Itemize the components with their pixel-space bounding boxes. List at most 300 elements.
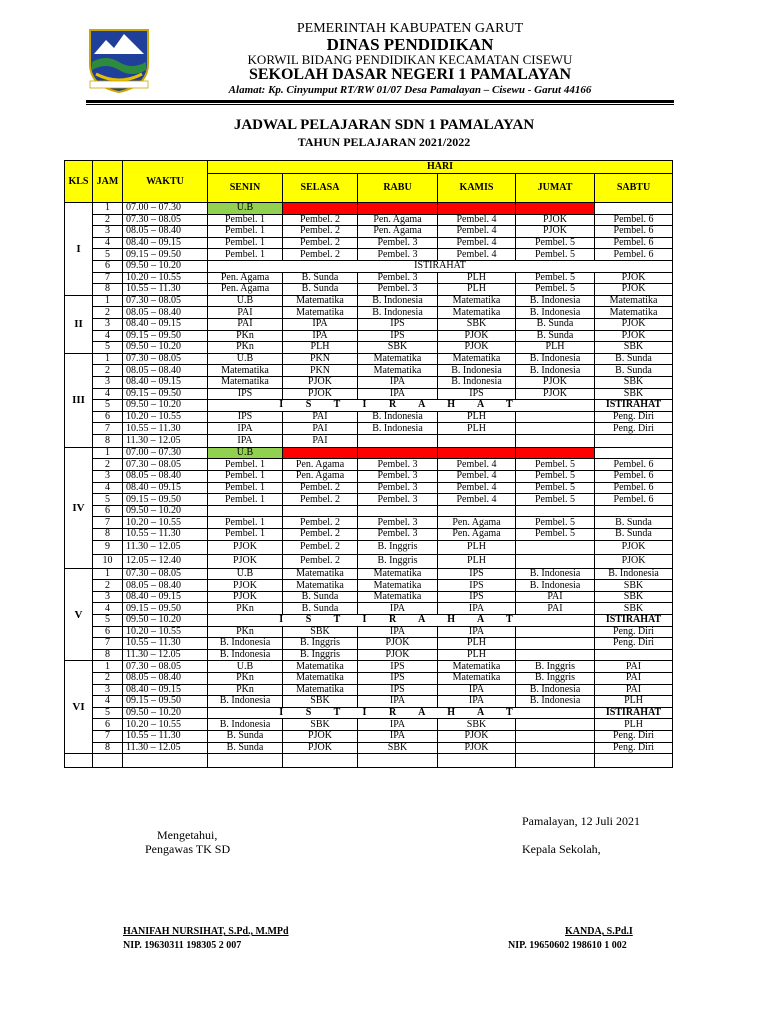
subject-cell — [438, 447, 516, 459]
waktu-cell: 08.40 – 09.15 — [123, 376, 208, 388]
subject-cell — [516, 540, 595, 554]
subject-cell: B. Indonesia — [358, 295, 438, 307]
waktu-cell: 09.50 – 10.20 — [123, 260, 208, 272]
subject-cell: Pen. Agama — [208, 284, 283, 296]
jam-cell: 2 — [93, 672, 123, 684]
jam-cell: 7 — [93, 272, 123, 284]
waktu-cell: 10.55 – 11.30 — [123, 423, 208, 435]
subject-cell: SBK — [283, 626, 358, 638]
jam-cell: 3 — [93, 471, 123, 483]
subject-cell: Pembel. 2 — [283, 237, 358, 249]
subject-cell: PLH — [438, 411, 516, 423]
istirahat-cell: I S T I R A H A T — [208, 707, 595, 719]
subject-cell: Matematika — [283, 672, 358, 684]
class-label: III — [65, 353, 93, 447]
subject-cell: PAI — [516, 591, 595, 603]
letterhead-rule-thin — [86, 104, 674, 105]
subject-cell: Pembel. 3 — [358, 517, 438, 529]
subject-cell: PAI — [595, 672, 673, 684]
jam-cell: 2 — [93, 365, 123, 377]
subject-cell: Pembel. 3 — [358, 529, 438, 541]
subject-cell: Pembel. 6 — [595, 226, 673, 238]
subject-cell: PLH — [438, 272, 516, 284]
waktu-cell: 09.15 – 09.50 — [123, 494, 208, 506]
header-jam: JAM — [93, 161, 123, 203]
subject-cell: IPA — [438, 626, 516, 638]
subject-cell — [208, 505, 283, 517]
subject-cell: Peng. Diri — [595, 742, 673, 754]
subject-cell: Matematika — [595, 295, 673, 307]
jam-cell: 3 — [93, 591, 123, 603]
empty-cell — [516, 754, 595, 768]
subject-cell: U.B — [208, 353, 283, 365]
subject-cell: SBK — [438, 318, 516, 330]
jam-cell: 5 — [93, 400, 123, 412]
waktu-cell: 10.20 – 10.55 — [123, 626, 208, 638]
waktu-cell: 07.30 – 08.05 — [123, 353, 208, 365]
subject-cell: IPS — [208, 388, 283, 400]
subject-cell: IPA — [438, 603, 516, 615]
subject-cell: Peng. Diri — [595, 638, 673, 650]
subject-cell: B. Indonesia — [438, 376, 516, 388]
subject-cell: B. Indonesia — [208, 649, 283, 661]
subject-cell: Matematika — [358, 365, 438, 377]
subject-cell: Pembel. 5 — [516, 272, 595, 284]
subject-cell — [516, 423, 595, 435]
subject-cell: Pembel. 2 — [283, 554, 358, 568]
subject-cell: Matematika — [438, 672, 516, 684]
subject-cell: IPS — [358, 672, 438, 684]
subject-cell: Matematika — [283, 295, 358, 307]
subject-cell: Pembel. 4 — [438, 249, 516, 261]
subject-cell: Pembel. 4 — [438, 459, 516, 471]
waktu-cell: 09.50 – 10.20 — [123, 342, 208, 354]
subject-cell: B. Indonesia — [358, 411, 438, 423]
subject-cell — [516, 638, 595, 650]
waktu-cell: 10.55 – 11.30 — [123, 638, 208, 650]
subject-cell: PLH — [438, 284, 516, 296]
subject-cell: Matematika — [358, 580, 438, 592]
subject-cell: B. Sunda — [595, 365, 673, 377]
subject-cell: PJOK — [438, 730, 516, 742]
istirahat-cell-saturday: ISTIRAHAT — [595, 615, 673, 627]
subject-cell — [595, 434, 673, 447]
subject-cell: B. Indonesia — [595, 568, 673, 580]
subject-cell: Pembel. 4 — [438, 237, 516, 249]
istirahat-cell-saturday: ISTIRAHAT — [595, 707, 673, 719]
jam-cell: 4 — [93, 696, 123, 708]
subject-cell: PJOK — [595, 330, 673, 342]
subject-cell: Pembel. 1 — [208, 249, 283, 261]
jam-cell: 2 — [93, 214, 123, 226]
subject-cell: Matematika — [438, 353, 516, 365]
subject-cell: Pembel. 5 — [516, 494, 595, 506]
jam-cell: 1 — [93, 661, 123, 673]
subject-cell: PJOK — [595, 272, 673, 284]
subject-cell: B. Sunda — [208, 730, 283, 742]
istirahat-cell-saturday: ISTIRAHAT — [595, 400, 673, 412]
subject-cell: Pembel. 3 — [358, 272, 438, 284]
gov-name: PEMERINTAH KABUPATEN GARUT — [296, 21, 524, 36]
subject-cell: B. Inggris — [358, 554, 438, 568]
jam-cell: 6 — [93, 411, 123, 423]
subject-cell: Pembel. 6 — [595, 471, 673, 483]
subject-cell — [283, 447, 358, 459]
subject-cell: PKn — [208, 684, 283, 696]
subject-cell: IPA — [208, 423, 283, 435]
subject-cell: Matematika — [283, 307, 358, 319]
subject-cell: B. Indonesia — [516, 365, 595, 377]
subject-cell: PJOK — [358, 649, 438, 661]
subject-cell: Matematika — [283, 580, 358, 592]
subject-cell — [438, 434, 516, 447]
subject-cell: IPS — [438, 591, 516, 603]
subject-cell: Matematika — [438, 295, 516, 307]
subject-cell: Matematika — [595, 307, 673, 319]
subject-cell: PKn — [208, 330, 283, 342]
subject-cell: Pembel. 1 — [208, 482, 283, 494]
jam-cell: 1 — [93, 568, 123, 580]
subject-cell: Pembel. 6 — [595, 237, 673, 249]
subject-cell: B. Sunda — [595, 353, 673, 365]
empty-cell — [123, 754, 208, 768]
empty-cell — [595, 754, 673, 768]
subject-cell: PLH — [595, 719, 673, 731]
subject-cell: Matematika — [358, 568, 438, 580]
jam-cell: 8 — [93, 529, 123, 541]
subject-cell: Pembel. 5 — [516, 529, 595, 541]
waktu-cell: 10.20 – 10.55 — [123, 517, 208, 529]
jam-cell: 4 — [93, 237, 123, 249]
waktu-cell: 08.05 – 08.40 — [123, 471, 208, 483]
subject-cell: B. Sunda — [516, 318, 595, 330]
subject-cell: IPA — [283, 318, 358, 330]
jam-cell: 4 — [93, 330, 123, 342]
page-title: JADWAL PELAJARAN SDN 1 PAMALAYAN — [233, 117, 535, 133]
waktu-cell: 09.50 – 10.20 — [123, 707, 208, 719]
subject-cell: Matematika — [438, 661, 516, 673]
supervisor-nip: NIP. 19630311 198305 2 007 — [123, 940, 242, 951]
principal-nip: NIP. 19650602 198610 1 002 — [508, 940, 627, 951]
subject-cell: B. Sunda — [595, 529, 673, 541]
subject-cell: Pembel. 3 — [358, 249, 438, 261]
subject-cell: Pembel. 3 — [358, 471, 438, 483]
subject-cell: PJOK — [208, 554, 283, 568]
subject-cell: SBK — [595, 342, 673, 354]
empty-cell — [65, 754, 93, 768]
jam-cell: 7 — [93, 638, 123, 650]
subject-cell: Pembel. 4 — [438, 226, 516, 238]
waktu-cell: 09.50 – 10.20 — [123, 400, 208, 412]
istirahat-cell: I S T I R A H A T — [208, 615, 595, 627]
subject-cell: Pembel. 5 — [516, 517, 595, 529]
subject-cell: IPA — [358, 603, 438, 615]
subject-cell: PJOK — [438, 742, 516, 754]
subject-cell — [516, 505, 595, 517]
waktu-cell: 09.15 – 09.50 — [123, 603, 208, 615]
waktu-cell: 09.50 – 10.20 — [123, 615, 208, 627]
subject-cell: Matematika — [283, 684, 358, 696]
subject-cell — [516, 649, 595, 661]
subject-cell: PAI — [516, 603, 595, 615]
subject-cell: PKN — [283, 353, 358, 365]
subject-cell: Pen. Agama — [283, 459, 358, 471]
subject-cell: SBK — [595, 376, 673, 388]
subject-cell: PJOK — [516, 376, 595, 388]
subject-cell: Pembel. 5 — [516, 471, 595, 483]
subject-cell: PAI — [283, 423, 358, 435]
waktu-cell: 07.30 – 08.05 — [123, 214, 208, 226]
waktu-cell: 08.05 – 08.40 — [123, 672, 208, 684]
subject-cell: PLH — [438, 554, 516, 568]
subject-cell: Pembel. 2 — [283, 540, 358, 554]
subject-cell: U.B — [208, 295, 283, 307]
waktu-cell: 10.55 – 11.30 — [123, 730, 208, 742]
subject-cell: PAI — [283, 411, 358, 423]
subject-cell: PJOK — [283, 730, 358, 742]
subject-cell: B. Indonesia — [358, 307, 438, 319]
waktu-cell: 10.20 – 10.55 — [123, 719, 208, 731]
header-day: SELASA — [283, 174, 358, 203]
waktu-cell: 12.05 – 12.40 — [123, 554, 208, 568]
subject-cell: PLH — [438, 649, 516, 661]
subject-cell: Pembel. 6 — [595, 214, 673, 226]
waktu-cell: 08.05 – 08.40 — [123, 580, 208, 592]
header-waktu: WAKTU — [123, 161, 208, 203]
empty-cell — [438, 754, 516, 768]
jam-cell: 7 — [93, 730, 123, 742]
subject-cell: SBK — [595, 388, 673, 400]
subject-cell: PJOK — [208, 580, 283, 592]
header-day: RABU — [358, 174, 438, 203]
subject-cell: Pembel. 1 — [208, 529, 283, 541]
subject-cell — [516, 554, 595, 568]
subject-cell: Pembel. 3 — [358, 482, 438, 494]
subject-cell: PKn — [208, 626, 283, 638]
empty-cell — [358, 754, 438, 768]
jam-cell: 6 — [93, 260, 123, 272]
subject-cell: Pembel. 2 — [283, 482, 358, 494]
page-subtitle: TAHUN PELAJARAN 2021/2022 — [297, 135, 471, 149]
subject-cell: Pembel. 1 — [208, 226, 283, 238]
subject-cell: SBK — [283, 719, 358, 731]
class-label: IV — [65, 447, 93, 568]
header-kls: KLS — [65, 161, 93, 203]
subject-cell: Matematika — [283, 568, 358, 580]
istirahat-cell: I S T I R A H A T — [208, 400, 595, 412]
subject-cell: PJOK — [516, 214, 595, 226]
waktu-cell: 11.30 – 12.05 — [123, 649, 208, 661]
subject-cell: PJOK — [283, 388, 358, 400]
subject-cell: IPS — [358, 330, 438, 342]
subject-cell — [516, 434, 595, 447]
subject-cell: Pembel. 4 — [438, 214, 516, 226]
subject-cell: IPA — [438, 696, 516, 708]
istirahat-cell: ISTIRAHAT — [208, 260, 673, 272]
subject-cell: PJOK — [438, 330, 516, 342]
waktu-cell: 11.30 – 12.05 — [123, 434, 208, 447]
subject-cell: U.B — [208, 203, 283, 215]
subject-cell: B. Indonesia — [516, 353, 595, 365]
jam-cell: 4 — [93, 603, 123, 615]
subject-cell: Pembel. 1 — [208, 459, 283, 471]
principal-name: KANDA, S.Pd.I — [565, 926, 633, 937]
subject-cell: U.B — [208, 568, 283, 580]
jam-cell: 6 — [93, 505, 123, 517]
class-label: V — [65, 568, 93, 661]
waktu-cell: 11.30 – 12.05 — [123, 742, 208, 754]
jam-cell: 6 — [93, 719, 123, 731]
subject-cell: Pembel. 2 — [283, 226, 358, 238]
school-name: SEKOLAH DASAR NEGERI 1 PAMALAYAN — [248, 66, 572, 83]
header-hari: HARI — [208, 161, 673, 174]
subject-cell: Pembel. 6 — [595, 494, 673, 506]
subject-cell: Pembel. 3 — [358, 237, 438, 249]
subject-cell: PKN — [283, 365, 358, 377]
subject-cell: Pembel. 6 — [595, 482, 673, 494]
jam-cell: 9 — [93, 540, 123, 554]
subject-cell: Pembel. 5 — [516, 284, 595, 296]
waktu-cell: 09.15 – 09.50 — [123, 330, 208, 342]
subject-cell: PLH — [438, 638, 516, 650]
subject-cell: Pembel. 3 — [358, 459, 438, 471]
subject-cell: Pembel. 2 — [283, 214, 358, 226]
waktu-cell: 08.40 – 09.15 — [123, 318, 208, 330]
waktu-cell: 07.00 – 07.30 — [123, 203, 208, 215]
waktu-cell: 10.20 – 10.55 — [123, 272, 208, 284]
jam-cell: 8 — [93, 434, 123, 447]
jam-cell: 5 — [93, 707, 123, 719]
subject-cell: Pen. Agama — [208, 272, 283, 284]
subject-cell: Pembel. 3 — [358, 284, 438, 296]
subject-cell: B. Indonesia — [358, 423, 438, 435]
agency-name: DINAS PENDIDIKAN — [326, 35, 494, 54]
subject-cell: Pembel. 4 — [438, 482, 516, 494]
subject-cell: Pembel. 5 — [516, 482, 595, 494]
subject-cell: B. Indonesia — [516, 295, 595, 307]
subject-cell: PLH — [595, 696, 673, 708]
waktu-cell: 07.30 – 08.05 — [123, 459, 208, 471]
subject-cell: Pembel. 2 — [283, 529, 358, 541]
subject-cell: B. Sunda — [283, 591, 358, 603]
jam-cell: 5 — [93, 342, 123, 354]
subject-cell: IPS — [358, 318, 438, 330]
waktu-cell: 07.00 – 07.30 — [123, 447, 208, 459]
subject-cell: IPS — [358, 684, 438, 696]
subject-cell: SBK — [595, 603, 673, 615]
letterhead-rule-thick — [86, 100, 674, 103]
subject-cell: Pembel. 2 — [283, 249, 358, 261]
subject-cell: PLH — [438, 423, 516, 435]
subject-cell: IPA — [208, 434, 283, 447]
place-date: Pamalayan, 12 Juli 2021 — [522, 814, 640, 828]
subject-cell — [438, 203, 516, 215]
jam-cell: 5 — [93, 494, 123, 506]
subject-cell: B. Indonesia — [438, 365, 516, 377]
subject-cell: B. Sunda — [283, 603, 358, 615]
subject-cell — [438, 505, 516, 517]
subject-cell: Pembel. 2 — [283, 517, 358, 529]
waktu-cell: 09.15 – 09.50 — [123, 388, 208, 400]
jam-cell: 8 — [93, 742, 123, 754]
subject-cell: SBK — [438, 719, 516, 731]
subject-cell — [516, 447, 595, 459]
subject-cell — [516, 626, 595, 638]
waktu-cell: 07.30 – 08.05 — [123, 568, 208, 580]
subject-cell: PJOK — [358, 638, 438, 650]
subject-cell: PJOK — [595, 554, 673, 568]
waktu-cell: 09.15 – 09.50 — [123, 249, 208, 261]
subject-cell — [358, 505, 438, 517]
jam-cell: 8 — [93, 284, 123, 296]
jam-cell: 1 — [93, 353, 123, 365]
class-label: I — [65, 203, 93, 296]
subject-cell: Pembel. 6 — [595, 249, 673, 261]
subject-cell: IPS — [438, 568, 516, 580]
supervisor-name: HANIFAH NURSIHAT, S.Pd., M.MPd — [123, 926, 289, 937]
subject-cell: IPA — [358, 696, 438, 708]
subject-cell: Matematika — [208, 365, 283, 377]
subject-cell: Pembel. 4 — [438, 494, 516, 506]
subject-cell: PKn — [208, 342, 283, 354]
waktu-cell: 08.40 – 09.15 — [123, 237, 208, 249]
subject-cell: IPS — [358, 661, 438, 673]
empty-cell — [208, 754, 283, 768]
empty-cell — [93, 754, 123, 768]
waktu-cell: 09.15 – 09.50 — [123, 696, 208, 708]
header-day: KAMIS — [438, 174, 516, 203]
waktu-cell: 10.55 – 11.30 — [123, 529, 208, 541]
subject-cell: B. Inggris — [516, 661, 595, 673]
subject-cell: PLH — [438, 540, 516, 554]
subject-cell: Pembel. 6 — [595, 459, 673, 471]
jam-cell: 5 — [93, 249, 123, 261]
subject-cell: PAI — [208, 307, 283, 319]
subject-cell: U.B — [208, 661, 283, 673]
subject-cell — [516, 719, 595, 731]
waktu-cell: 08.40 – 09.15 — [123, 684, 208, 696]
school-address: Alamat: Kp. Cinyumput RT/RW 01/07 Desa Pamalayan – Cisewu - Garut 44166 — [228, 84, 592, 96]
subject-cell — [595, 447, 673, 459]
subject-cell: B. Sunda — [516, 330, 595, 342]
subject-cell: B. Sunda — [208, 742, 283, 754]
subject-cell: Matematika — [283, 661, 358, 673]
jam-cell: 8 — [93, 649, 123, 661]
subject-cell: PAI — [595, 661, 673, 673]
subject-cell — [358, 203, 438, 215]
jam-cell: 4 — [93, 388, 123, 400]
class-label: VI — [65, 661, 93, 754]
waktu-cell: 10.55 – 11.30 — [123, 284, 208, 296]
acknowledged-label: Mengetahui, — [157, 828, 218, 842]
subject-cell: PAI — [283, 434, 358, 447]
subject-cell: PJOK — [516, 226, 595, 238]
subject-cell: Pen. Agama — [283, 471, 358, 483]
subject-cell: SBK — [595, 591, 673, 603]
subject-cell: SBK — [595, 580, 673, 592]
subject-cell: B. Sunda — [283, 272, 358, 284]
header-day: SABTU — [595, 174, 673, 203]
subject-cell: PJOK — [208, 540, 283, 554]
subject-cell: IPS — [438, 580, 516, 592]
subject-cell: IPA — [358, 626, 438, 638]
subject-cell — [283, 505, 358, 517]
jam-cell: 1 — [93, 203, 123, 215]
jam-cell: 4 — [93, 482, 123, 494]
subject-cell — [516, 203, 595, 215]
subject-cell — [595, 505, 673, 517]
subject-cell: Pembel. 1 — [208, 214, 283, 226]
